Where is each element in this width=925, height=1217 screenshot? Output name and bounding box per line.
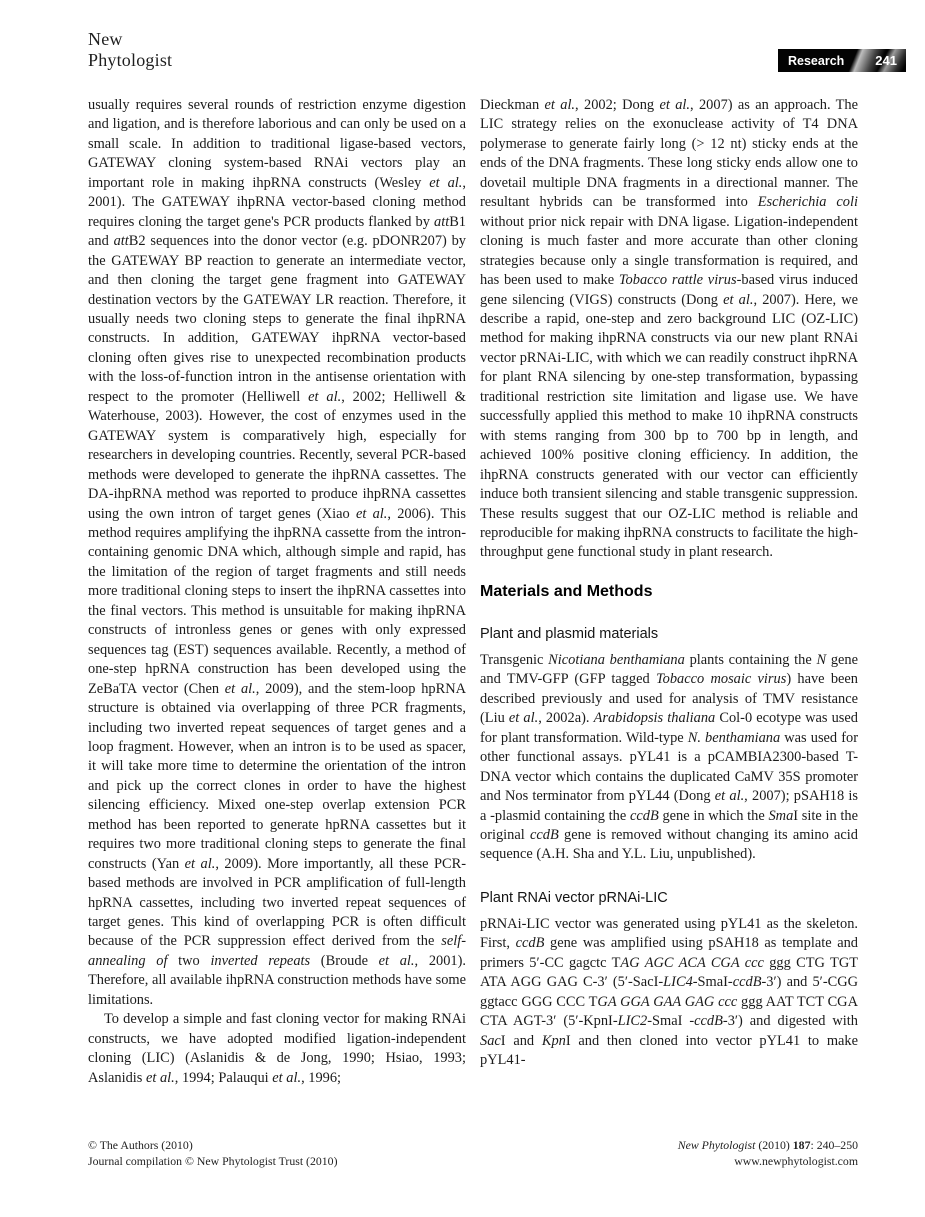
copyright-line: © The Authors (2010) xyxy=(88,1138,193,1152)
paragraph: pRNAi-LIC vector was generated using pYL41 as the skeleton. First, ccdB gene was amplified using pSAH18 as template and primers 5′-CC gagctc TAG AGC ACA CGA ccc ggg CTG TGT ATA AGG GAG C-3′ (5′-SacI-LIC4-SmaI-ccdB-3′) and 5′-CGG ggtacc GGG CCC TGA GGA GAA GAG ccc ggg AAT TCT CGA CTA AGT-3′ (5′-KpnI-LIC2-SmaI -ccdB-3′) and digested with SacI and KpnI and then cloned into vector pYL41 to make pYL41- xyxy=(480,915,859,1069)
subsection-heading-plant-rnai-vector: Plant RNAi vector pRNAi-LIC xyxy=(480,889,668,906)
paragraph: usually requires several rounds of restriction enzyme digestion and ligation, and is therefore laborious and can only be used on a small scale. In addition to traditional ligase-based vectors, GATEWAY cloning system-based RNAi vectors play an important role in making ihpRNA constructs (Wesley et al., 2001). The GATEWAY ihpRNA vector-based cloning method requires cloning the target gene's PCR products flanked by attB1 and attB2 sequences into the donor vector (e.g. pDONR207) by the GATEWAY BP reaction to generate an intermediate vector, and then cloning the target gene fragment into GATEWAY destination vectors by the GATEWAY LR reaction. Therefore, it usually needs two cloning steps to generate the final ihpRNA constructs. In addition, GATEWAY ihpRNA vector-based cloning often gives rise to unexpected recombination products with the loss-of-function intron in the antisense orientation with respect to the promoter (Helliwell et al., 2002; Helliwell & Waterhouse, 2003). However, the cost of enzymes used in the GATEWAY system is comparatively high, especially for researchers in developing countries. Recently, several PCR-based methods were developed to generate the ihpRNA cassettes. The DA-ihpRNA method was reported to produce ihpRNA cassettes using the own intron of target genes (Xiao et al., 2006). This method requires amplifying the ihpRNA cassette from the intron-containing genomic DNA which, although simple and rapid, has the limitation of the region of target fragments and still needs more traditional cloning steps to insert the ihpRNA cassettes into the final vectors. This method is unsuitable for making ihpRNA constructs of intronless genes or genes with only expressed sequences tag (EST) sequences available. Recently, a method of one-step hpRNA construction has been developed using the ZeBaTA vector (Chen et al., 2009), and the stem-loop hpRNA structure is obtained via overlapping of three PCR fragments, including two inverted repeat sequences of target genes and a loop fragment. However, when an intron is to be used as spacer, it will take more time to determine the orientation of the intron and pick up the correct clones in order to have the highest silencing efficiency. Mixed one-step overlap extension PCR method has been reported to generate hpRNA cassettes but it requires two more traditional cloning steps to generate the final constructs (Yan et al., 2009). More importantly, all these PCR-based methods are involved in PCR amplification of full-length hpRNA cassettes, including two inverted repeat sequences of target genes. This kind of overlapping PCR is often difficult because of the PCR suppression effect derived from the self-annealing of two inverted repeats (Broude et al., 2001). Therefore, all available ihpRNA construction methods have some limitations. xyxy=(88,97,466,1008)
journal-compilation-line: Journal compilation © New Phytologist Trust (2010) xyxy=(88,1153,338,1168)
journal-logo xyxy=(88,29,172,71)
subsection-heading-plant-and-plasmid-materials: Plant and plasmid materials xyxy=(480,625,659,642)
right-column xyxy=(480,96,858,1088)
paragraph: Transgenic Nicotiana benthamiana plants containing the N gene and TMV-GFP (GFP tagged Tobacco mosaic virus) have been described previously and used for analysis of TMV resistance (Liu et al., 2002a). Arabidopsis thaliana Col-0 ecotype was used for plant transformation. Wild-type N. benthamiana was used for other functional assays. pYL41 is a pCAMBIA2300-based T-DNA vector which contains the duplicated CaMV 35S promoter and Nos terminator from pYL44 (Dong et al., 2007); pSAH18 is a -plasmid containing the ccdB gene in which the SmaI site in the original ccdB gene is removed without changing its amino acid sequence (A.H. Sha and Y.L. Liu, unpublished). xyxy=(480,651,859,863)
paragraph: To develop a simple and fast cloning vector for making RNAi constructs, we have adopted modified ligation-independent cloning (LIC) (Aslanidis & de Jong, 1990; Hsiao, 1993; Aslanidis et al., 1994; Palauqui et al., 1996; xyxy=(88,1011,466,1086)
journal-url: www.newphytologist.com xyxy=(734,1153,858,1168)
two-column-body xyxy=(88,96,858,1088)
left-column xyxy=(88,96,466,1088)
citation-block xyxy=(678,1138,858,1169)
journal-logo-line2: Phytologist xyxy=(88,50,173,70)
paragraph: Dieckman et al., 2002; Dong et al., 2007) as an approach. The LIC strategy relies on the exonuclease activity of T4 DNA polymerase to generate fairly long (> 12 nt) sticky ends at the ends of the DNA fragments. These long sticky ends allow one to dovetail multiple DNA fragments in a directional manner. The resultant hybrids can be transformed into Escherichia coli without prior nick repair with DNA ligase. Ligation-independent cloning is much faster and more accurate than other cloning strategies because only a single transformation is required, and has been used to make Tobacco rattle virus-based virus induced gene silencing (VIGS) constructs (Dong et al., 2007). Here, we describe a rapid, one-step and zero background LIC (OZ-LIC) method for making ihpRNA constructs via our new plant RNAi vector pRNAi-LIC, with which we can readily construct ihpRNA for plant RNA silencing by one-step transformation, bypassing traditional restriction site limitation and ligase use. We have successfully applied this method to make 10 ihpRNA constructs with stems ranging from 300 bp to 700 bp in length, and achieved 100% positive cloning efficiency. In addition, the ihpRNA constructs generated with our vector can efficiently induce both transient silencing and stable transgenic suppression. These results suggest that our OZ-LIC method is reliable and reproducible for making ihpRNA constructs to facilitate the high-throughput gene functional study in plant research. xyxy=(480,97,859,561)
badge-section-label: Research xyxy=(788,53,845,68)
footer xyxy=(88,1138,858,1169)
journal-logo-line1: New xyxy=(88,29,123,49)
copyright-block xyxy=(88,1138,338,1169)
journal-citation: New Phytologist (2010) 187: 240–250 xyxy=(677,1138,858,1152)
badge-page-number: 241 xyxy=(875,53,897,68)
section-heading-materials-and-methods: Materials and Methods xyxy=(480,582,653,600)
research-badge xyxy=(778,49,906,72)
